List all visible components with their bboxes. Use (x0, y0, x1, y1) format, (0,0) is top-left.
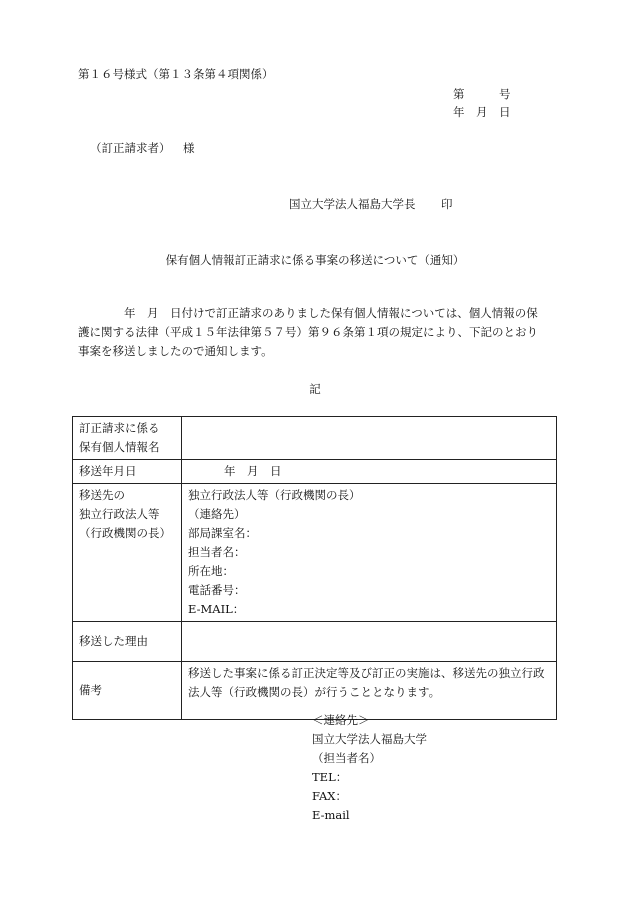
row-label-info-name: 訂正請求に係る 保有個人情報名 (73, 417, 182, 460)
recipient-suffix: 様 (183, 141, 195, 155)
detail-table (72, 416, 557, 720)
row-value-transfer-date: 年 月 日 (182, 460, 557, 484)
document-date: 年 月 日 (453, 105, 511, 119)
table-row (73, 417, 557, 460)
form-number: 第１６号様式（第１３条第４項関係） (78, 67, 274, 81)
row-label-remarks: 備考 (73, 662, 182, 720)
contact-block (312, 711, 427, 825)
contact-fax: FAX： (312, 789, 347, 803)
body-paragraph (78, 304, 558, 361)
sender-name: 国立大学法人福島大学長 (289, 197, 416, 211)
recipient-name: （訂正請求者） (90, 141, 171, 155)
table-row (73, 460, 557, 484)
contact-person: （担当者名） (312, 751, 381, 765)
document-number: 第 号 (453, 87, 511, 101)
row-label-transfer-date: 移送年月日 (73, 460, 182, 484)
table-row (73, 484, 557, 622)
sender-seal: 印 (441, 197, 453, 211)
row-label-reason: 移送した理由 (73, 622, 182, 662)
contact-organization: 国立大学法人福島大学 (312, 732, 427, 746)
body-line: 事案を移送しましたので通知します。 (78, 344, 273, 358)
body-line: 護に関する法律（平成１５年法律第５７号）第９６条第１項の規定により、下記のとおり (78, 325, 538, 339)
contact-heading: ＜連絡先＞ (312, 713, 370, 727)
row-value-remarks: 移送した事案に係る訂正決定等及び訂正の実施は、移送先の独立行政 法人等（行政機関の長）が行うこととなります。 (182, 662, 557, 720)
row-value-destination: 独立行政法人等（行政機関の長） （連絡先） 部局課室名： 担当者名： 所在地： 電話番号： E-MAIL： (182, 484, 557, 622)
row-label-destination: 移送先の 独立行政法人等 （行政機関の長） (73, 484, 182, 622)
body-line: 年 月 日付けで訂正請求のありました保有個人情報については、個人情報の保 (78, 306, 538, 320)
row-value-info-name (182, 417, 557, 460)
table-row (73, 622, 557, 662)
ki-heading: 記 (309, 382, 321, 396)
contact-tel: TEL： (312, 770, 348, 784)
row-value-reason (182, 622, 557, 662)
contact-email: E-mail (312, 808, 350, 822)
document-title: 保有個人情報訂正請求に係る事案の移送について（通知） (165, 253, 465, 267)
